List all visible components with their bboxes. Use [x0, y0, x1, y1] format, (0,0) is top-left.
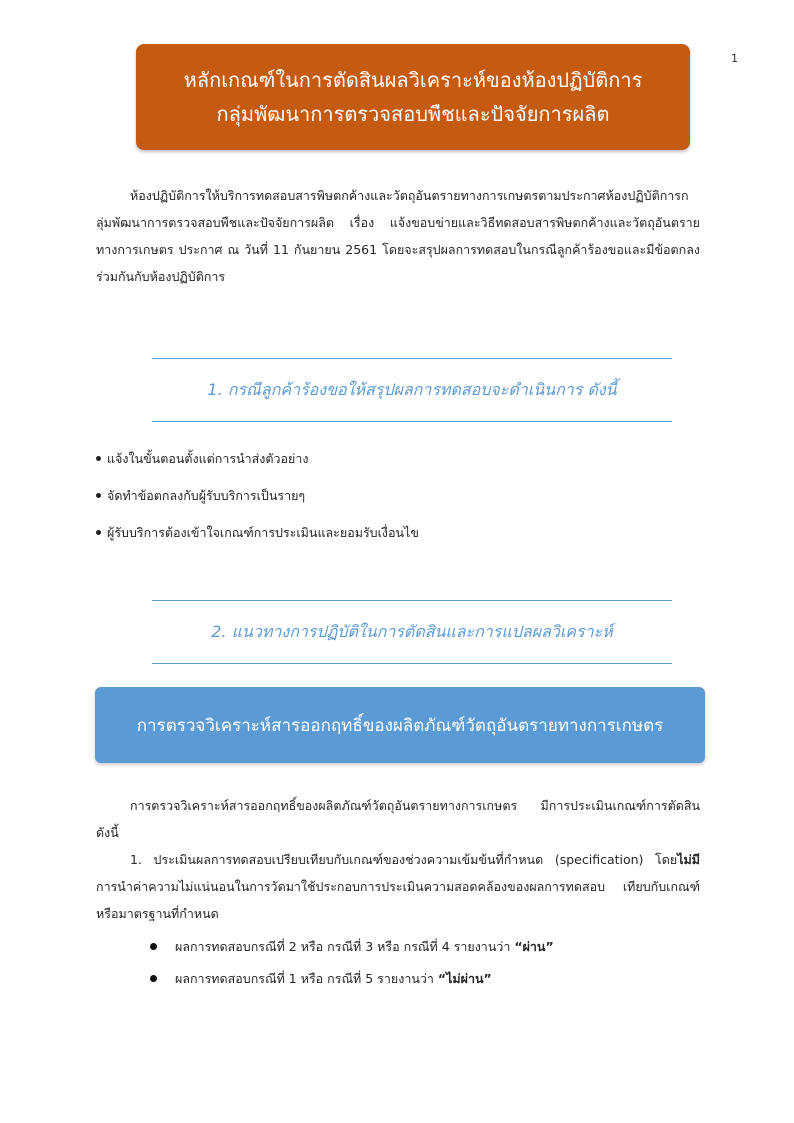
criteria-bullet-list	[150, 934, 554, 998]
list-item-result: “ผ่าน”	[514, 939, 554, 954]
section-1-heading-text: 1. กรณีลูกค้าร้องขอให้สรุปผลการทดสอบจะดำเนินการ ดังนี้	[207, 379, 617, 399]
page-number: 1	[731, 52, 738, 65]
body-paragraph-2-text-b: การนำค่าความไม่แน่นอนในการวัดมาใช้ประกอบการประเมินความสอดคล้องของผลการทดสอบ เทียบกับเกณฑ์หรือมาตรฐานที่กำหนด	[96, 879, 700, 921]
bullet-icon	[96, 530, 101, 535]
list-item-text: ผู้รับบริการต้องเข้าใจเกณฑ์การประเมินและยอมรับเงื่อนไข	[107, 525, 419, 540]
title-line-2: กลุ่มพัฒนาการตรวจสอบพืชและปัจจัยการผลิต	[216, 102, 610, 126]
body-paragraph-2	[96, 846, 700, 927]
list-item-text: แจ้งในขั้นตอนตั้งแต่การนำส่งตัวอย่าง	[107, 451, 309, 466]
list-item-text: ผลการทดสอบกรณีที่ 2 หรือ กรณีที่ 3 หรือ กรณีที่ 4 รายงานว่า	[175, 939, 515, 954]
section-2-heading-text: 2. แนวทางการปฏิบัติในการตัดสินและการแปลผลวิเคราะห์	[211, 621, 613, 641]
section-1-heading	[152, 358, 672, 422]
list-item-text: จัดทำข้อตกลงกับผู้รับบริการเป็นรายๆ	[107, 488, 306, 503]
list-item	[96, 483, 696, 520]
list-item-text: ผลการทดสอบกรณีที่ 1 หรือ กรณีที่ 5 รายงานว่า	[175, 971, 438, 986]
bullet-icon	[150, 975, 157, 982]
section-1-bullet-list	[96, 446, 696, 557]
list-item	[150, 966, 554, 998]
topic-banner-text: การตรวจวิเคราะห์สารออกฤทธิ์ของผลิตภัณฑ์วัตถุอันตรายทางการเกษตร	[136, 715, 664, 736]
body-paragraph-2-text-a: 1. ประเมินผลการทดสอบเปรียบเทียบกับเกณฑ์ของช่วงความเข้มข้นที่กำหนด (specification) โดย	[130, 852, 678, 867]
intro-paragraph: ห้องปฏิบัติการให้บริการทดสอบสารพิษตกค้างและวัตถุอันตรายทางการเกษตรตามประกาศห้องปฏิบัติการกลุ่มพัฒนาการตรวจสอบพืชและปัจจัยการผลิต เรื่อง แจ้งขอบข่ายและวิธีทดสอบสารพิษตกค้างและวัตถุอันตรายทางการเกษตร ประกาศ ณ วันที่ 11 กันยายน 2561 โดยจะสรุปผลการทดสอบในกรณีลูกค้าร้องขอและมีข้อตกลงร่วมกันกับห้องปฏิบัติการ	[96, 188, 700, 284]
list-item-result: “ไม่ผ่าน”	[437, 971, 492, 986]
bullet-icon	[150, 943, 157, 950]
title-line-1: หลักเกณฑ์ในการตัดสินผลวิเคราะห์ของห้องปฏิบัติการ	[183, 68, 643, 92]
list-item	[150, 934, 554, 966]
bullet-icon	[96, 493, 101, 498]
body-paragraph-1: การตรวจวิเคราะห์สารออกฤทธิ์ของผลิตภัณฑ์วัตถุอันตรายทางการเกษตร มีการประเมินเกณฑ์การตัดสิน ดังนี้	[96, 798, 700, 840]
list-item	[96, 446, 696, 483]
list-item	[96, 520, 696, 557]
bullet-icon	[96, 456, 101, 461]
topic-banner	[95, 687, 705, 763]
body-paragraph-2-bold: ไม่มี	[677, 852, 700, 867]
title-banner	[136, 44, 690, 150]
section-2-heading	[152, 600, 672, 664]
